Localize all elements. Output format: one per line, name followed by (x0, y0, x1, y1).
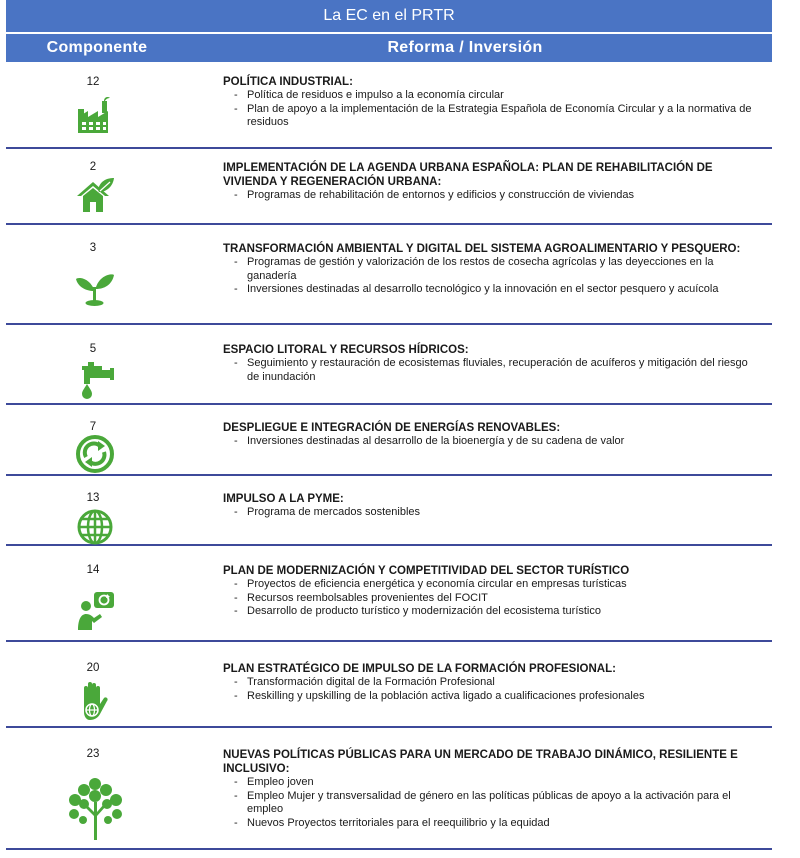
table-row (6, 546, 772, 642)
list-item: - Nuevos Proyectos territoriales para el reequilibrio y la equidad (223, 817, 762, 831)
reform-title: IMPLEMENTACIÓN DE LA AGENDA URBANA ESPAÑOLA: PLAN DE REHABILITACIÓN DE VIVIENDA Y REGENERACIÓN URBANA: (223, 162, 713, 188)
component-number: 5 (89, 343, 97, 355)
component-number: 12 (86, 76, 100, 88)
reform-list (223, 89, 762, 130)
reform-content (223, 662, 762, 703)
list-item: - Empleo joven (223, 776, 762, 790)
component-number: 20 (86, 662, 100, 674)
reform-title: IMPULSO A LA PYME: (223, 493, 344, 505)
table-row (6, 149, 772, 225)
person-recycle-icon (74, 590, 116, 632)
list-item: - Desarrollo de producto turístico y modernización del ecosistema turístico (223, 605, 762, 619)
component-number: 13 (86, 492, 100, 504)
ec-prtr-table (6, 0, 772, 850)
factory-icon (74, 95, 116, 137)
column-header-reform: Reforma / Inversión (387, 39, 543, 56)
hand-globe-icon (74, 680, 116, 722)
reform-title: TRANSFORMACIÓN AMBIENTAL Y DIGITAL DEL SISTEMA AGROALIMENTARIO Y PESQUERO: (223, 243, 741, 255)
component-number: 7 (89, 421, 97, 433)
reform-content (223, 492, 762, 520)
reform-content (223, 343, 762, 384)
water-tap-icon (74, 358, 116, 400)
house-leaf-icon (74, 174, 116, 216)
component-number: 14 (86, 564, 100, 576)
reform-list (223, 435, 762, 449)
reform-title: NUEVAS POLÍTICAS PÚBLICAS PARA UN MERCADO DE TRABAJO DINÁMICO, RESILIENTE E INCLUSIVO: (223, 749, 738, 775)
recycle-icon (74, 433, 116, 475)
reform-list (223, 189, 762, 203)
reform-content (223, 748, 762, 830)
list-item: - Seguimiento y restauración de ecosistemas fluviales, recuperación de acuíferos y mitigación del riesgo de inundación (223, 357, 762, 384)
reform-content (223, 421, 762, 449)
tree-icon (66, 776, 126, 840)
list-item: - Proyectos de eficiencia energética y economía circular en empresas turísticas (223, 578, 762, 592)
list-item: - Recursos reembolsables provenientes del FOCIT (223, 592, 762, 606)
list-item: - Política de residuos e impulso a la economía circular (223, 89, 762, 103)
reform-list (223, 357, 762, 384)
component-number: 3 (89, 242, 97, 254)
list-item: - Reskilling y upskilling de la población activa ligado a cualificaciones profesionales (223, 690, 762, 704)
list-item: - Inversiones destinadas al desarrollo tecnológico y la innovación en el sector pesquero y acuícola (223, 283, 762, 297)
column-header-row (6, 32, 772, 62)
table-row (6, 62, 772, 149)
table-row (6, 225, 772, 325)
component-number: 2 (89, 161, 97, 173)
list-item: - Plan de apoyo a la implementación de la Estrategia Española de Economía Circular y a la normativa de residuos (223, 103, 762, 130)
reform-title: POLÍTICA INDUSTRIAL: (223, 76, 353, 88)
globe-icon (74, 506, 116, 548)
table-row (6, 405, 772, 476)
sprout-icon (74, 269, 116, 311)
reform-list (223, 506, 762, 520)
reform-title: PLAN DE MODERNIZACIÓN Y COMPETITIVIDAD DEL SECTOR TURÍSTICO (223, 565, 630, 577)
list-item: - Transformación digital de la Formación Profesional (223, 676, 762, 690)
list-item: - Programas de rehabilitación de entornos y edificios y construcción de viviendas (223, 189, 762, 203)
list-item: - Programas de gestión y valorización de los restos de cosecha agrícolas y las deyecciones en la ganadería (223, 256, 762, 283)
reform-list (223, 676, 762, 703)
list-item: - Programa de mercados sostenibles (223, 506, 762, 520)
reform-list (223, 776, 762, 830)
reform-content (223, 564, 762, 619)
reform-content (223, 161, 762, 203)
table-row (6, 325, 772, 405)
table-title: La EC en el PRTR (6, 0, 772, 32)
column-header-component: Componente (46, 39, 148, 56)
component-number: 23 (86, 748, 100, 760)
table-row (6, 476, 772, 546)
reform-title: DESPLIEGUE E INTEGRACIÓN DE ENERGÍAS RENOVABLES: (223, 422, 561, 434)
table-row (6, 642, 772, 728)
reform-title: ESPACIO LITORAL Y RECURSOS HÍDRICOS: (223, 344, 469, 356)
reform-content (223, 242, 762, 297)
reform-list (223, 256, 762, 297)
reform-title: PLAN ESTRATÉGICO DE IMPULSO DE LA FORMACIÓN PROFESIONAL: (223, 663, 616, 675)
reform-content (223, 75, 762, 130)
reform-list (223, 578, 762, 619)
table-row (6, 728, 772, 850)
list-item: - Inversiones destinadas al desarrollo de la bioenergía y de su cadena de valor (223, 435, 762, 449)
list-item: - Empleo Mujer y transversalidad de género en las políticas públicas de apoyo a la activación para el empleo (223, 790, 762, 817)
